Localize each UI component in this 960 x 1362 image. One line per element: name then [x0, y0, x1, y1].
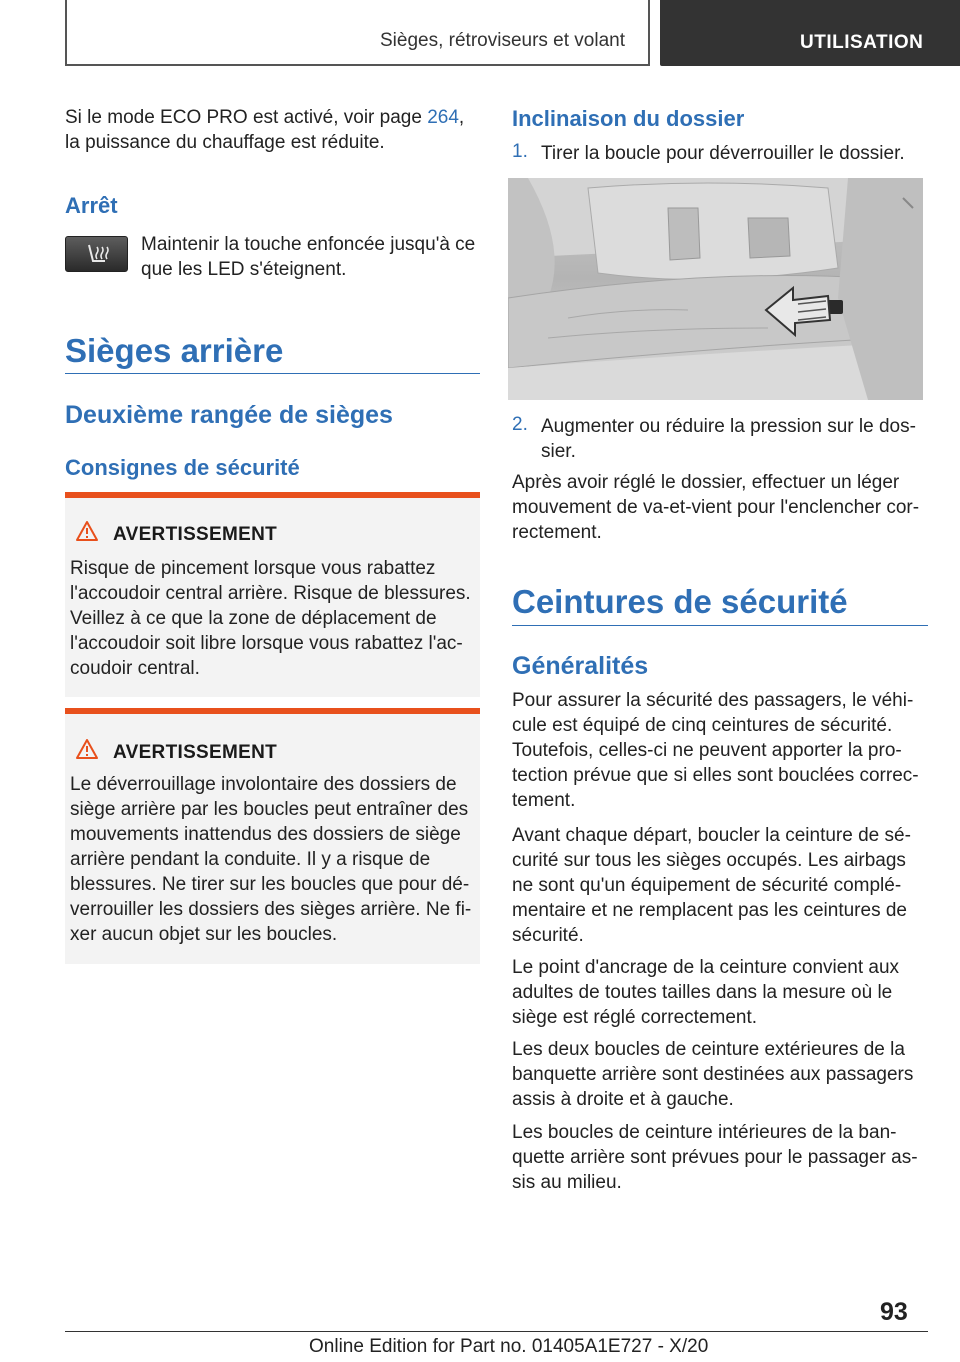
step-text-line2: sier. [541, 441, 576, 462]
step-text: Tirer la boucle pour déverrouiller le dossier. [541, 143, 905, 164]
warning-body: Le déverrouillage involontaire des dossiers de siège arrière par les boucles peut entraîner des mouvements inattendus des dossiers de siège arrière pendant la conduite. Il y a risque de blessures. Ne tirer sur les boucles que pour dé- verrouiller les dossiers des sièges arrière. Ne fi- xer aucun objet sur les boucles. [70, 774, 472, 945]
page-link-264[interactable]: 264 [427, 107, 459, 128]
heading-arret: Arrêt [65, 193, 118, 218]
eco-pro-note-line2: la puissance du chauffage est réduite. [65, 132, 385, 153]
header-chapter-title: UTILISATION [800, 32, 924, 53]
paragraph: Les boucles de ceinture intérieures de la ban- quette arrière sont prévues pour le passager as- sis au milieu. [512, 1122, 918, 1193]
heading-generalites: Généralités [512, 652, 649, 680]
warning-body: Risque de pincement lorsque vous rabattez l'accoudoir central arrière. Risque de blessures. Veillez à ce que la zone de déplacement de l'accoudoir soit libre lorsque vous rabattez l'ac- coudoir central. [70, 558, 471, 679]
warning-title: AVERTISSEMENT [113, 524, 278, 545]
seat-heating-icon [83, 243, 111, 267]
rear-seat-illustration [508, 178, 923, 400]
step-number: 1. [512, 141, 528, 162]
rear-seat-photo [508, 178, 923, 400]
paragraph: Les deux boucles de ceinture extérieures de la banquette arrière sont destinées aux passagers assis à droite et à gauche. [512, 1039, 914, 1110]
warning-title: AVERTISSEMENT [113, 742, 278, 763]
heading-deuxieme-rangee: Deuxième rangée de sièges [65, 401, 393, 429]
warning-triangle-icon [75, 738, 99, 760]
step-text-line1: Augmenter ou réduire la pression sur le dos- [541, 416, 916, 437]
paragraph-after-adjust: Après avoir réglé le dossier, effectuer un léger mouvement de va-et-vient pour l'enclencher cor- rectement. [512, 472, 920, 543]
header-section-title: Sièges, rétroviseurs et volant [380, 30, 626, 51]
paragraph: Le point d'ancrage de la ceinture convient aux adultes de toutes tailles dans la mesure où le siège est réglé correctement. [512, 957, 900, 1028]
footer-edition: Online Edition for Part no. 01405A1E727 - X/20 [309, 1336, 709, 1357]
page-number: 93 [880, 1298, 908, 1326]
arret-instruction-line2: que les LED s'éteignent. [141, 259, 347, 280]
eco-pro-note-line1: Si le mode ECO PRO est activé, voir page 264, [65, 107, 465, 128]
arret-instruction-line1: Maintenir la touche enfoncée jusqu'à ce [141, 234, 476, 255]
step-number: 2. [512, 414, 528, 435]
heading-inclinaison-dossier: Inclinaison du dossier [512, 106, 745, 131]
heading-ceintures-securite: Ceintures de sécurité [512, 583, 848, 620]
footer-rule [65, 1331, 928, 1332]
warning-box-armrest [65, 492, 480, 697]
heading-rule [65, 373, 480, 374]
paragraph: Avant chaque départ, boucler la ceinture de sé- curité sur tous les sièges occupés. Les airbags ne sont qu'un équipement de sécurité complé- mentaire et ne remplacent pas les ceintures de sécurité. [512, 825, 911, 946]
heading-rule [512, 625, 928, 626]
warning-triangle-icon [75, 520, 99, 542]
heading-consignes-securite: Consignes de sécurité [65, 455, 300, 480]
seat-heating-button-image [65, 236, 128, 272]
paragraph: Pour assurer la sécurité des passagers, le véhi- cule est équipé de cinq ceintures de sécurité. Toutefois, celles-ci ne peuvent apporter la pro- tection prévue que si elles sont bouclées correc- tement. [512, 690, 919, 811]
heading-sieges-arriere: Sièges arrière [65, 332, 284, 369]
warning-box-backrest [65, 708, 480, 964]
